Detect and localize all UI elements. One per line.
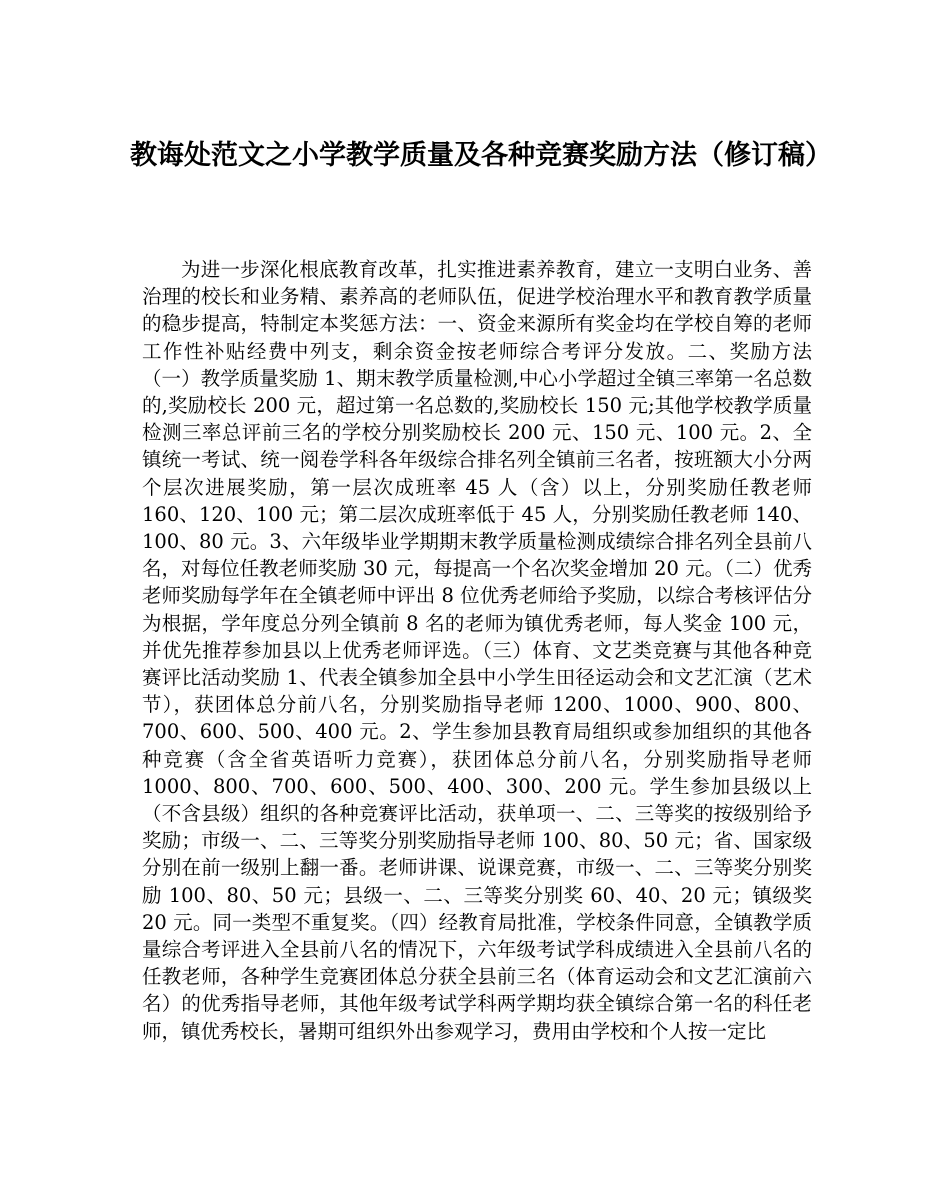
document-title: 教诲处范文之小学教学质量及各种竞赛奖励方法（修订稿） [130, 140, 832, 171]
document-body-paragraph: 为进一步深化根底教育改革，扎实推进素养教育，建立一支明白业务、善治理的校长和业务精、素养高的老师队伍，促进学校治理水平和教育教学质量的稳步提高，特制定本奖惩方法：一、资金来源所有奖金均在学校自筹的老师工作性补贴经费中列支，剩余资金按老师综合考评分发放。二、奖励方法（一）教学质量奖励 1、期末教学质量检测,中心小学超过全镇三率第一名总数的,奖励校长 200 元，超过第一名总数的,奖励校长 150 元;其他学校教学质量检测三率总评前三名的学校分别奖励校长 200 元、150 元、100 元。2、全镇统一考试、统一阅卷学科各年级综合排名列全镇前三名者，按班额大小分两个层次进展奖励，第一层次成班率 45 人（含）以上，分别奖励任教老师 160、120、100 元；第二层次成班率低于 45 人，分别奖励任教老师 140、100、80 元。3、六年级毕业学期期末教学质量检测成绩综合排名列全县前八名，对每位任教老师奖励 30 元，每提高一个名次奖金增加 20 元。（二）优秀老师奖励每学年在全镇老师中评出 8 位优秀老师给予奖励，以综合考核评估分为根据，学年度总分列全镇前 8 名的老师为镇优秀老师，每人奖金 100 元，并优先推荐参加县以上优秀老师评选。（三）体育、文艺类竞赛与其他各种竞赛评比活动奖励 1、代表全镇参加全县中小学生田径运动会和文艺汇演（艺术节），获团体总分前八名，分别奖励指导老师 1200、1000、900、800、700、600、500、400 元。2、学生参加县教育局组织或参加组织的其他各种竞赛（含全省英语听力竞赛），获团体总分前八名，分别奖励指导老师 1000、800、700、600、500、400、300、200 元。学生参加县级以上（不含县级）组织的各种竞赛评比活动，获单项一、二、三等奖的按级别给予奖励；市级一、二、三等奖分别奖励指导老师 100、80、50 元；省、国家级分别在前一级别上翻一番。老师讲课、说课竞赛，市级一、二、三等奖分别奖励 100、80、50 元；县级一、二、三等奖分别奖 60、40、20 元；镇级奖 20 元。同一类型不重复奖。（四）经教育局批准，学校条件同意，全镇教学质量综合考评进入全县前八名的情况下，六年级考试学科成绩进入全县前八名的任教老师，各种学生竞赛团体总分获全县前三名（体育运动会和文艺汇演前六名）的优秀指导老师，其他年级考试学科两学期均获全镇综合第一名的科任老师，镇优秀校长，暑期可组织外出参观学习，费用由学校和个人按一定比 [142, 258, 812, 1043]
